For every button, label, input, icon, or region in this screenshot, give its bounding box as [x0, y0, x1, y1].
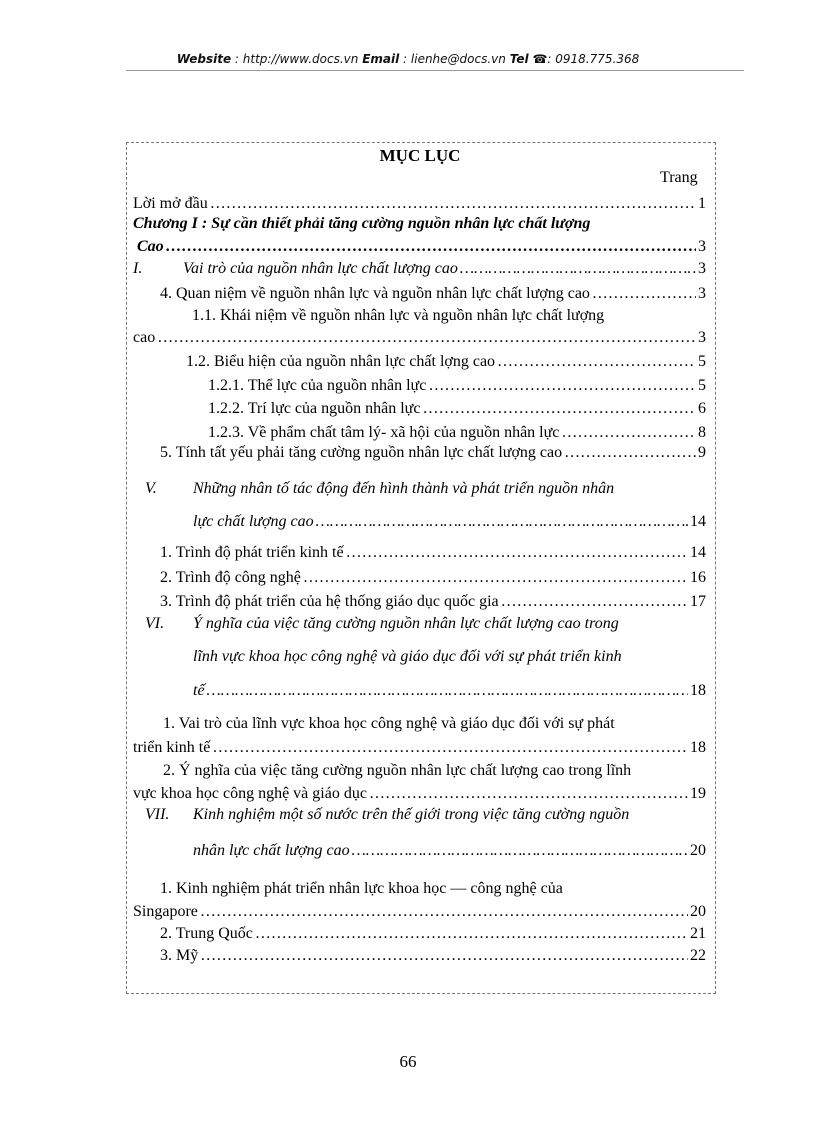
page-header — [0, 52, 816, 66]
toc-entry-5-1[interactable]: 1. Trình độ phát triển kinh tế ………………………………………………………………………………………………………………………………………………………………………… 14 — [160, 544, 706, 562]
phone-icon: ☎ — [532, 52, 548, 66]
toc-entry-5-2[interactable]: 2. Trình độ công nghệ ………………………………………………………………………………………………………………………………………………………………………… 16 — [160, 569, 706, 587]
header-divider — [126, 70, 744, 71]
toc-entry-7-3[interactable]: 3. Mỹ ………………………………………………………………………………………………………………………………………………………………………… 22 — [160, 947, 706, 965]
toc-entry-chapter1-line1[interactable]: Chương I : Sự cần thiết phải tăng cường nguồn nhân lực chất lượng — [133, 215, 591, 232]
toc-entry-6-2-line2[interactable]: vực khoa học công nghệ và giáo dục ………………………………………………………………………………………………………………………………………………………………………… 19 — [133, 785, 706, 803]
toc-entry-6-1-line2[interactable]: triển kinh tế ………………………………………………………………………………………………………………………………………………………………………… 18 — [133, 739, 706, 757]
toc-entry-6-1-line1[interactable]: 1. Vai trò của lĩnh vực khoa học công nghệ và giáo dục đối với sự phát — [163, 715, 615, 732]
toc-entry-1-4[interactable]: 4. Quan niệm về nguồn nhân lực và nguồn nhân lực chất lượng cao ………………………………………………………………………………………………………………………………………………………………………… 3 — [160, 285, 706, 303]
email-label: Email — [362, 52, 400, 66]
toc-entry-7-2[interactable]: 2. Trung Quốc ………………………………………………………………………………………………………………………………………………………………………… 21 — [160, 925, 706, 943]
toc-entry-section-6-line1[interactable]: Ý nghĩa của việc tăng cường nguồn nhân lực chất lượng cao trong — [193, 615, 619, 632]
page-number: 66 — [399, 1052, 417, 1071]
toc-entry-1-1-line1[interactable]: 1.1. Khái niệm về nguồn nhân lực và nguồn nhân lực chất lượng — [192, 307, 605, 324]
toc-entry-section-1[interactable]: I. Vai trò của nguồn nhân lực chất lượng cao ………………………………………………………………………………………………………………………………………………………………………… 3 — [133, 260, 706, 278]
toc-entry-1-2[interactable]: 1.2. Biểu hiện của nguồn nhân lực chất lợng cao ………………………………………………………………………………………………………………………………………………………………………… 5 — [186, 353, 706, 371]
toc-entry-section-7-line1[interactable]: Kinh nghiệm một số nước trên thế giới trong việc tăng cường nguồn — [193, 806, 630, 823]
website-label: Website — [176, 52, 232, 66]
toc-entry-1-1-line2[interactable]: cao ………………………………………………………………………………………………………………………………………………………………………… 3 — [133, 329, 706, 347]
toc-entry-5-3[interactable]: 3. Trình độ phát triển của hệ thống giáo dục quốc gia ………………………………………………………………………………………………………………………………………………………………………… 17 — [160, 593, 706, 611]
toc-entry-section-6-line3[interactable]: tế ………………………………………………………………………………………………………………………………………………………………………… 18 — [193, 682, 706, 700]
tel-label: Tel — [509, 52, 529, 66]
toc-entry-section-7-number: VII. — [145, 806, 170, 823]
tel-value: : 0918.775.368 — [547, 52, 640, 66]
toc-entry-section-5-line1[interactable]: Những nhân tố tác động đến hình thành và phát triển nguồn nhân — [193, 480, 615, 497]
toc-entry-intro[interactable]: Lời mở đầu ………………………………………………………………………………………………………………………………………………………………………… 1 — [133, 195, 706, 213]
toc-entry-1-2-2[interactable]: 1.2.2. Trí lực của nguồn nhân lực ………………………………………………………………………………………………………………………………………………………………………… 6 — [208, 400, 706, 418]
toc-entry-section-7-line2[interactable]: nhân lực chất lượng cao ………………………………………………………………………………………………………………………………………………………………………… 20 — [193, 842, 706, 860]
page-column-label: Trang — [660, 169, 698, 186]
toc-title: MỤC LỤC — [379, 146, 461, 165]
toc-entry-1-2-1[interactable]: 1.2.1. Thể lực của nguồn nhân lực ………………………………………………………………………………………………………………………………………………………………………… 5 — [208, 377, 706, 395]
toc-entry-7-1-line2[interactable]: Singapore ………………………………………………………………………………………………………………………………………………………………………… 20 — [133, 903, 706, 921]
toc-entry-1-5[interactable]: 5. Tính tất yếu phải tăng cường nguồn nhân lực chất lượng cao ………………………………………………………………………………………………………………………………………………………………………… 9 — [160, 444, 706, 462]
toc-entry-section-6-number: VI. — [145, 615, 165, 632]
toc-entry-section-5-number: V. — [145, 480, 157, 497]
toc-entry-section-5-line2[interactable]: lực chất lượng cao ………………………………………………………………………………………………………………………………………………………………………… 14 — [193, 513, 706, 531]
email-value[interactable]: : lienhe@docs.vn — [403, 52, 506, 66]
toc-entry-6-2-line1[interactable]: 2. Ý nghĩa của việc tăng cường nguồn nhân lực chất lượng cao trong lĩnh — [163, 762, 632, 779]
toc-entry-chapter1-line2[interactable]: Cao ………………………………………………………………………………………………………………………………………………………………………… 3 — [137, 238, 706, 256]
toc-entry-1-2-3[interactable]: 1.2.3. Về phẩm chất tâm lý- xã hội của nguồn nhân lực ………………………………………………………………………………………………………………………………………………………………………… 8 — [208, 424, 706, 442]
toc-entry-section-6-line2[interactable]: lĩnh vực khoa học công nghệ và giáo dục đối với sự phát triển kinh — [193, 648, 622, 665]
toc-entry-7-1-line1[interactable]: 1. Kinh nghiệm phát triển nhân lực khoa học — công nghệ của — [160, 880, 563, 897]
website-value[interactable]: : http://www.docs.vn — [234, 52, 359, 66]
